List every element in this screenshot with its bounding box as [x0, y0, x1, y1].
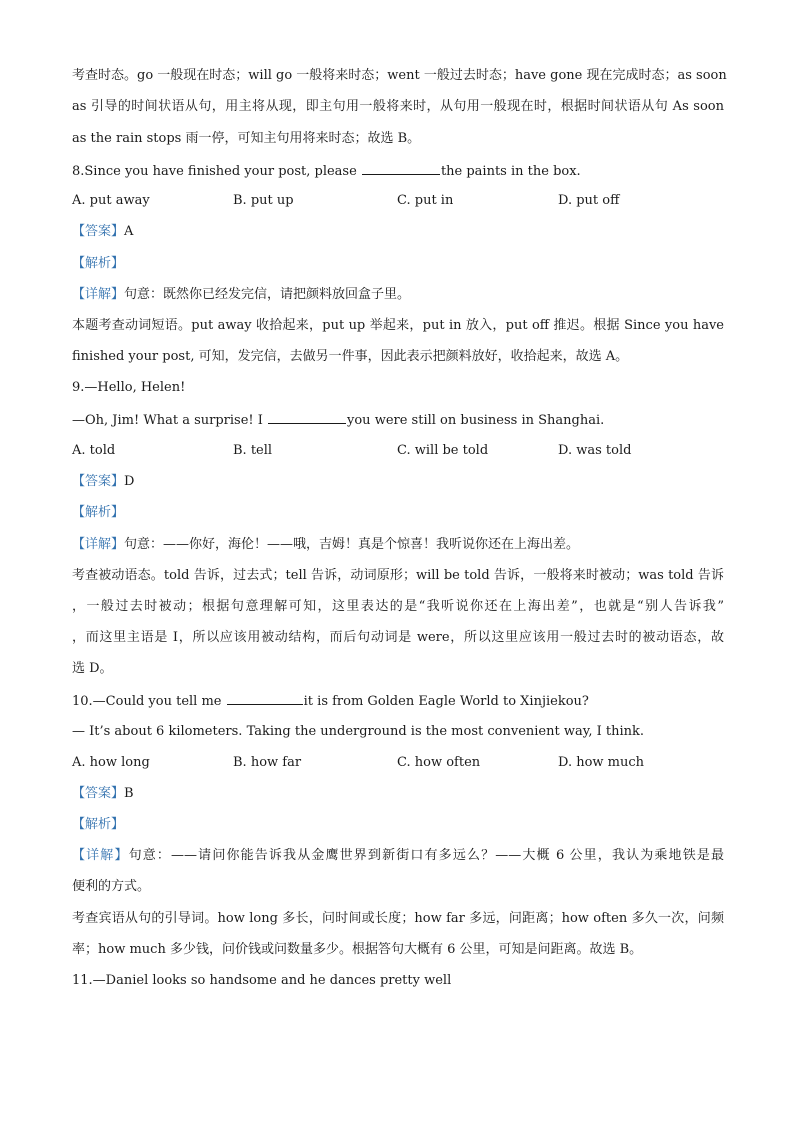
q10-option-b: B. how far: [233, 755, 302, 770]
q10-stem-part-b: it is from Golden Eagle World to Xinjiekou?: [303, 694, 589, 709]
q9-option-d: D. was told: [558, 443, 632, 458]
q8-option-a: A. put away: [72, 193, 150, 208]
q10-answer-blank: [227, 692, 303, 705]
answer-tag: 【答案】: [72, 224, 125, 239]
answer-tag: 【答案】: [72, 786, 125, 801]
q10-option-d: D. how much: [558, 755, 645, 770]
q8-option-c: C. put in: [397, 193, 454, 208]
q8-detail-text: 句意：既然你已经发完信，请把颜料放回盒子里。: [124, 287, 411, 302]
q9-stem-part-a: —Oh, Jim! What a surprise! I: [72, 413, 268, 428]
q9-analysis-heading: [72, 505, 724, 521]
q10-analysis-heading: [72, 817, 724, 833]
q10-stem: [72, 692, 724, 710]
detail-tag: 【详解】: [72, 287, 125, 302]
q7-explanation-line-3: as the rain stops 雨一停，可知主句用将来时态；故选 B。: [72, 131, 421, 146]
q11-stem: 11.—Daniel looks so handsome and he dances pretty well: [72, 973, 452, 988]
q10-stem-part-a: 10.—Could you tell me: [72, 694, 226, 709]
q8-answer: [72, 224, 724, 240]
q9-answer-value: D: [124, 474, 135, 489]
q8-option-b: B. put up: [233, 193, 294, 208]
q9-option-c: C. will be told: [397, 443, 489, 458]
q9-explanation-line-4: 选 D。: [72, 661, 113, 676]
analysis-tag: 【解析】: [72, 256, 125, 271]
analysis-tag: 【解析】: [72, 505, 125, 520]
q10-detail-line-2: 便利的方式。: [72, 879, 151, 894]
q9-explanation-line-3: ，而这里主语是 I，所以应该用被动结构，而后句动词是 were，所以这里应该用一般过去时的被动语态，故: [72, 630, 724, 645]
q7-explanation-line-2: as 引导的时间状语从句，用主将从现，即主句用一般将来时，从句用一般现在时，根据时间状语从句 As soon: [72, 99, 724, 114]
q9-stem-part-b: you were still on business in Shanghai.: [347, 413, 605, 428]
q8-explanation-line-1: 本题考查动词短语。put away 收拾起来，put up 举起来，put in 放入，put off 推迟。根据 Since you have: [72, 318, 724, 333]
q9-explanation-line-1: 考查被动语态。told 告诉，过去式；tell 告诉，动词原形；will be told 告诉，一般将来时被动；was told 告诉: [72, 568, 724, 583]
q10-answer: [72, 786, 724, 802]
q9-explanation-line-2: ，一般过去时被动；根据句意理解可知，这里表达的是“我听说你还在上海出差”，也就是“别人告诉我”: [72, 599, 724, 614]
q8-answer-blank: [362, 162, 440, 175]
q9-answer-blank: [268, 411, 346, 424]
q8-option-d: D. put off: [558, 193, 620, 208]
detail-tag: 【详解】: [72, 848, 129, 863]
q9-option-b: B. tell: [233, 443, 273, 458]
q8-detail: [72, 287, 724, 303]
q10-explanation-line-2: 率；how much 多少钱，问价钱或问数量多少。根据答句大概有 6 公里，可知是问距离。故选 B。: [72, 942, 643, 957]
q10-dialogue-line-2: — It’s about 6 kilometers. Taking the underground is the most convenient way, I think.: [72, 724, 644, 739]
q7-explanation-line-1: 考查时态。go 一般现在时态；will go 一般将来时态；went 一般过去时态；have gone 现在完成时态；as soon: [72, 68, 727, 83]
q9-detail-text: 句意：——你好，海伦！——哦，吉姆！真是个惊喜！我听说你还在上海出差。: [124, 537, 580, 552]
q9-option-a: A. told: [72, 443, 116, 458]
q8-stem-part-b: the paints in the box.: [440, 164, 581, 179]
q8-analysis-heading: [72, 256, 724, 272]
detail-tag: 【详解】: [72, 537, 125, 552]
q10-option-a: A. how long: [72, 755, 150, 770]
analysis-tag: 【解析】: [72, 817, 125, 832]
q8-explanation-line-2: finished your post, 可知，发完信，去做另一件事，因此表示把颜料放好，收拾起来，故选 A。: [72, 349, 629, 364]
q10-option-c: C. how often: [397, 755, 481, 770]
q9-answer: [72, 474, 724, 490]
answer-tag: 【答案】: [72, 474, 125, 489]
q10-explanation-line-1: 考查宾语从句的引导词。how long 多长，问时间或长度；how far 多远，问距离；how often 多久一次，问频: [72, 911, 724, 926]
q8-stem-part-a: 8.Since you have finished your post, please: [72, 164, 361, 179]
q9-stem: [72, 411, 724, 429]
q9-dialogue-line-1: 9.—Hello, Helen!: [72, 380, 186, 395]
q10-detail-line-1: [72, 848, 724, 864]
q10-answer-value: B: [124, 786, 134, 801]
q8-answer-value: A: [124, 224, 134, 239]
q8-stem: [72, 162, 724, 180]
q9-detail: [72, 537, 724, 553]
q10-detail-text: 句意：——请问你能告诉我从金鹰世界到新街口有多远么？——大概 6 公里，我认为乘地铁是最: [128, 848, 724, 863]
